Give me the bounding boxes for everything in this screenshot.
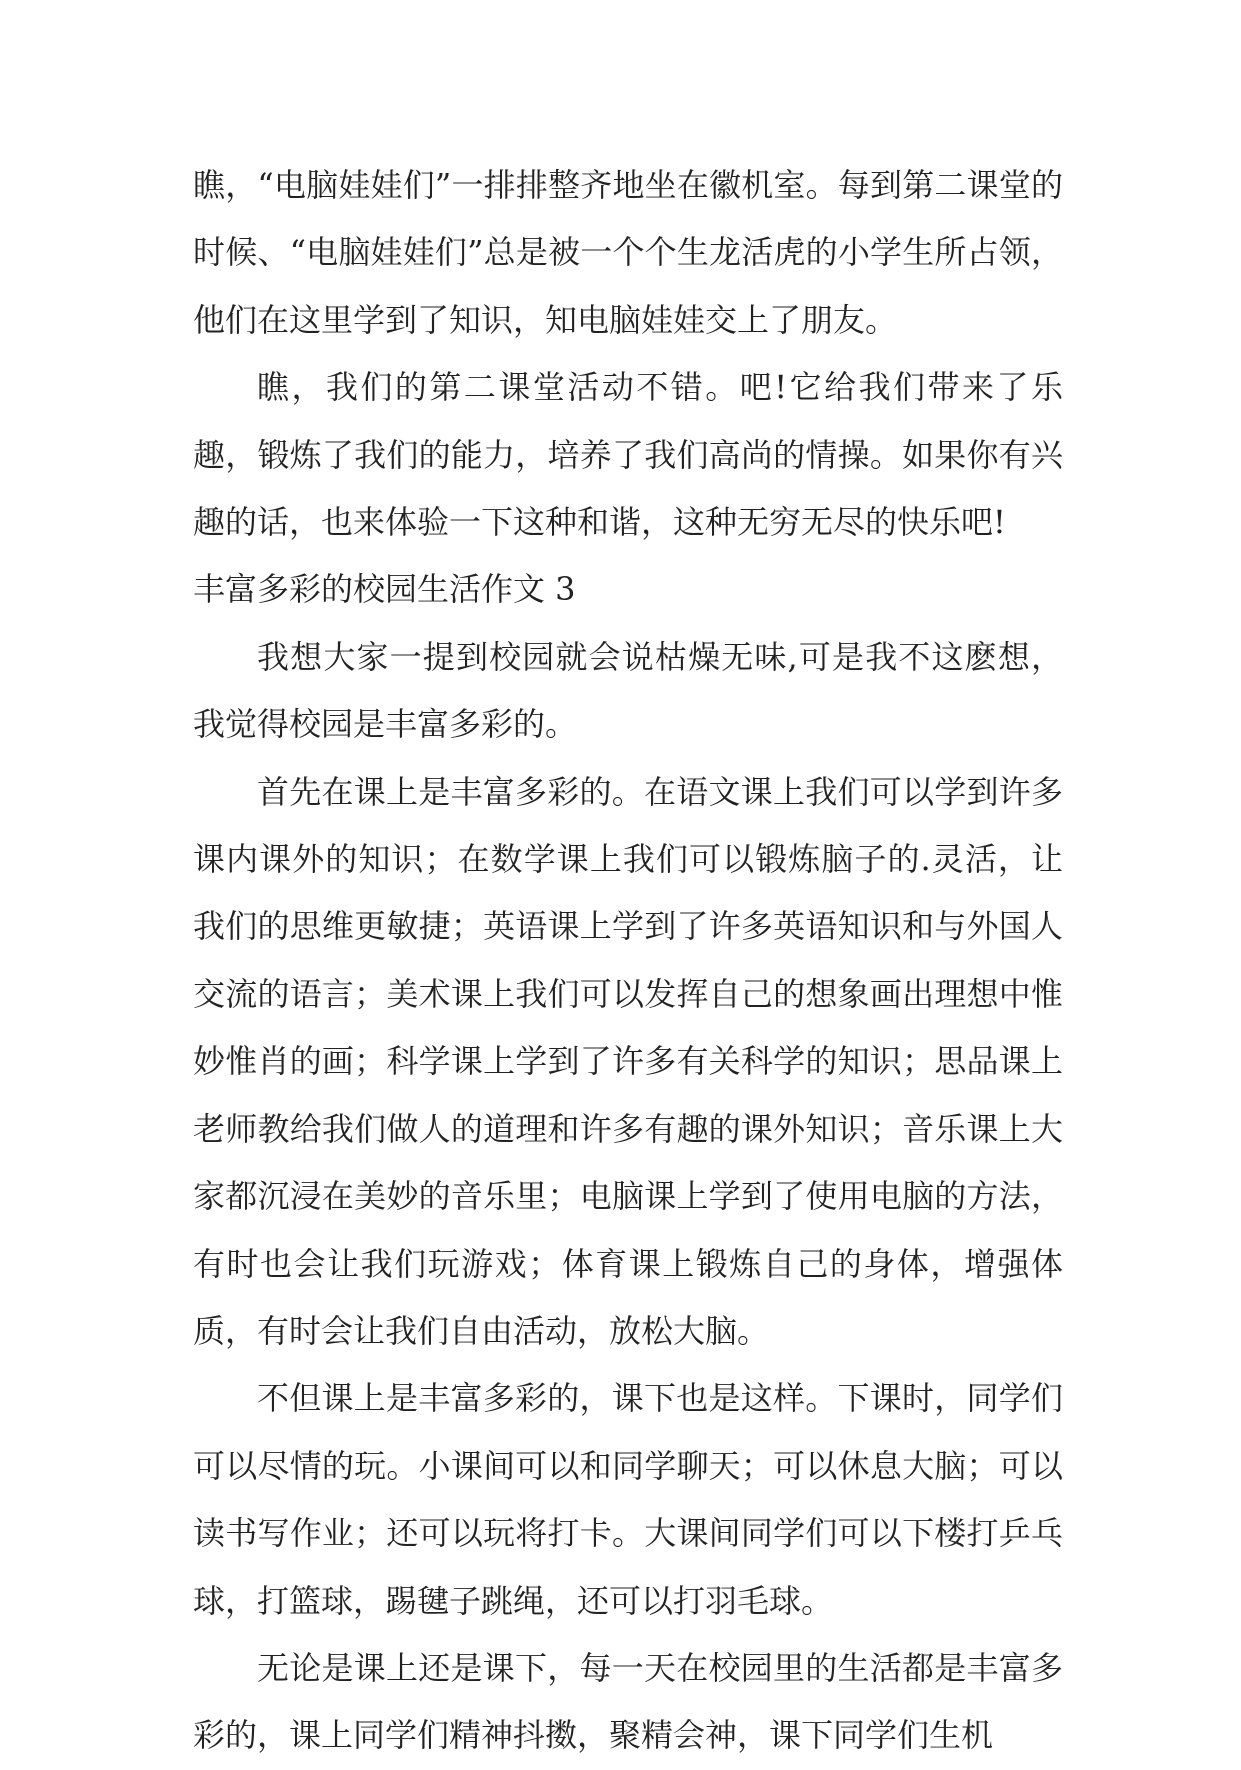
paragraph: 瞧，“电脑娃娃们”一排排整齐地坐在徽机室。每到第二课堂的时候、“电脑娃娃们”总是被一个个生龙活虎的小学生所占领，他们在这里学到了知识，知电脑娃娃交上了朋友。 [193,166,1063,339]
paragraph: 瞧，我们的第二课堂活动不错。吧!它给我们带来了乐趣，锻炼了我们的能力，培养了我们高尚的情操。如果你有兴趣的话，也来体验一下这种和谐，这种无穷无尽的快乐吧! [193,368,1063,542]
paragraph: 首先在课上是丰富多彩的。在语文课上我们可以学到许多课内课外的知识；在数学课上我们可以锻炼脑子的.灵活，让我们的思维更敏捷；英语课上学到了许多英语知识和与外国人交流的语言；美术课上我们可以发挥自己的想象画出理想中惟妙惟肖的画；科学课上学到了许多有关科学的知识；思品课上老师教给我们做人的道理和许多有趣的课外知识；音乐课上大家都沉浸在美妙的音乐里；电脑课上学到了使用电脑的方法，有时也会让我们玩游戏；体育课上锻炼自己的身体，增强体质，有时会让我们自由活动，放松大脑。 [193,772,1063,1350]
paragraph: 无论是课上还是课下，每一天在校园里的生活都是丰富多彩的，课上同学们精神抖擞，聚精会神，课下同学们生机 [193,1648,1063,1755]
paragraph: 我想大家一提到校园就会说枯燥无味,可是我不这麽想，我觉得校园是丰富多彩的。 [193,637,1063,744]
paragraph: 不但课上是丰富多彩的，课下也是这样。下课时，同学们可以尽情的玩。小课间可以和同学聊天；可以休息大脑；可以读书写作业；还可以玩将打卡。大课间同学们可以下楼打乒乓球，打篮球，踢毽子跳绳，还可以打羽毛球。 [193,1379,1063,1620]
document-body [193,152,1063,1770]
section-heading: 丰富多彩的校园生活作文 3 [193,570,576,609]
